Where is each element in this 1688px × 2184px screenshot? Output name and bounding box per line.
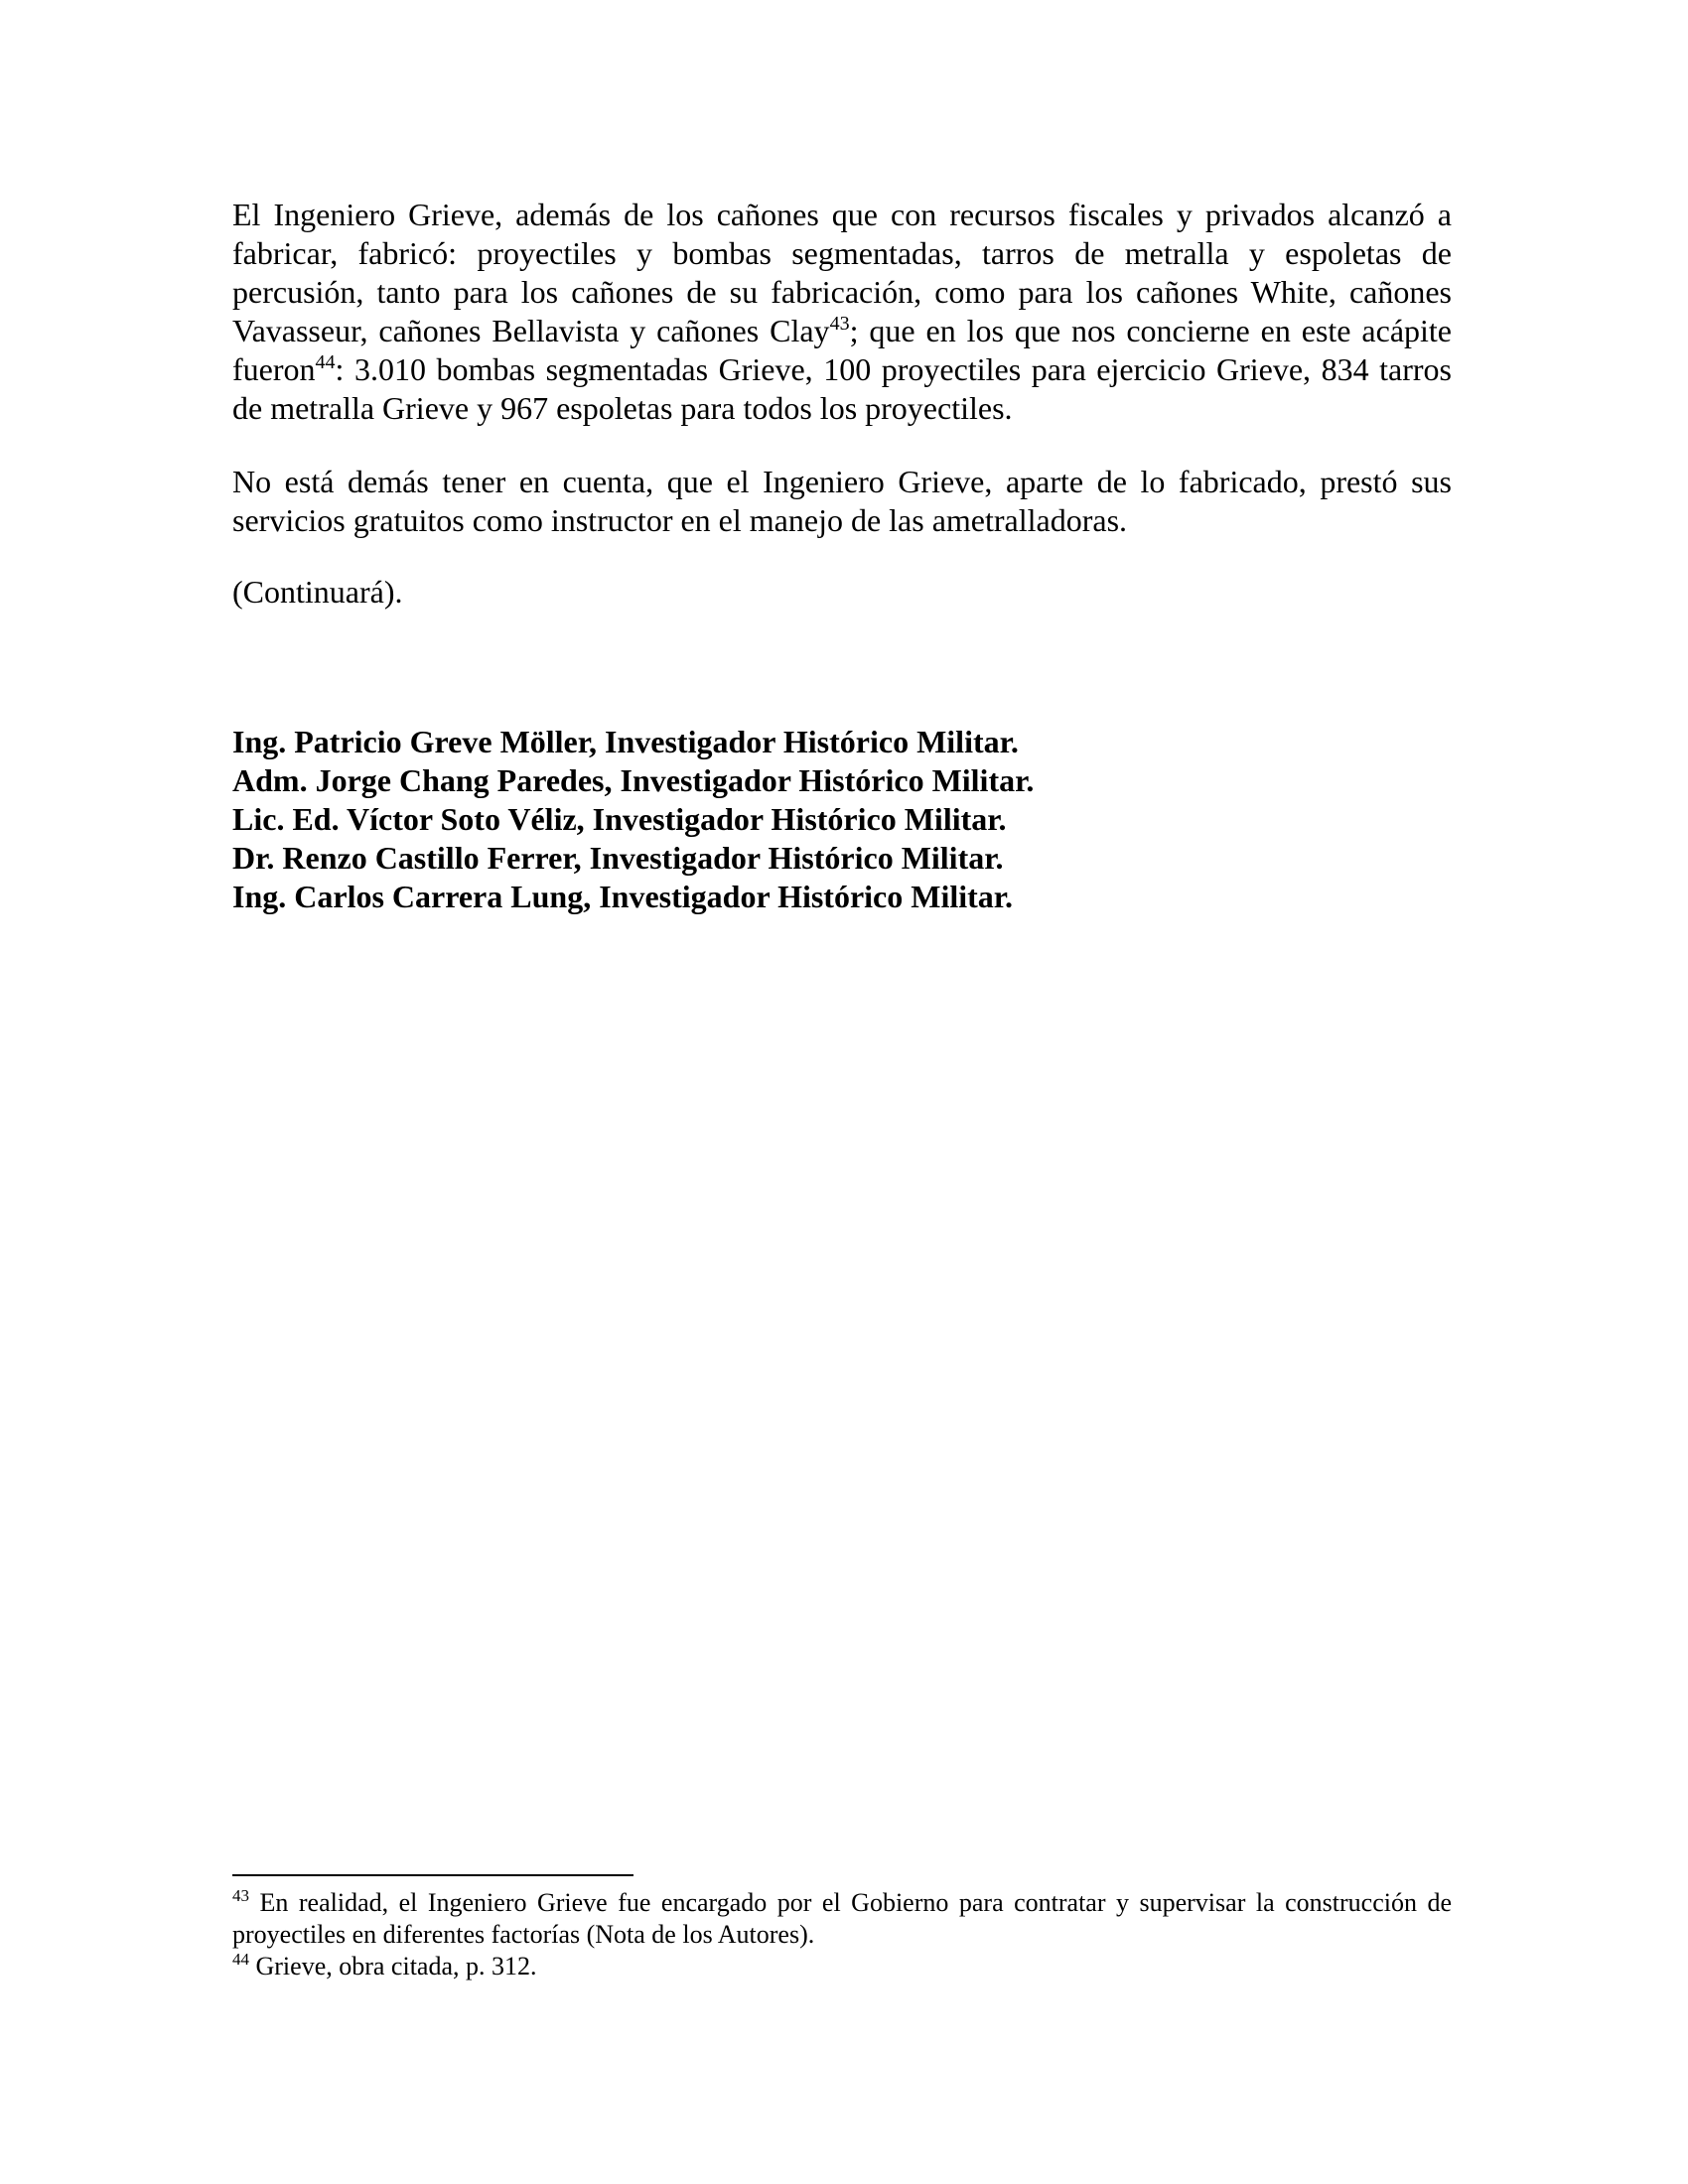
footnote-number: 43 bbox=[232, 1886, 249, 1905]
author-line: Lic. Ed. Víctor Soto Véliz, Investigador Histórico Militar. bbox=[232, 801, 1007, 837]
paragraph-continuara: (Continuará). bbox=[232, 574, 403, 610]
footnote-44 bbox=[232, 1951, 1452, 1982]
footnote-ref-43[interactable]: 43 bbox=[829, 313, 850, 335]
author-line: Dr. Renzo Castillo Ferrer, Investigador Histórico Militar. bbox=[232, 840, 1004, 876]
footnote-text: En realidad, el Ingeniero Grieve fue encargado por el Gobierno para contratar y supervisar la construcción de proyectiles en diferentes factorías (Nota de los Autores). bbox=[232, 1888, 1452, 1949]
author-line: Adm. Jorge Chang Paredes, Investigador Histórico Militar. bbox=[232, 762, 1035, 798]
paragraph-instructor: No está demás tener en cuenta, que el Ingeniero Grieve, aparte de lo fabricado, prestó sus servicios gratuitos como instructor en el manejo de las ametralladoras. bbox=[232, 464, 1452, 538]
footnote-ref-44[interactable]: 44 bbox=[315, 351, 336, 373]
paragraph-text-1b: ; que en los que nos concierne en este acápite fueron bbox=[232, 313, 1453, 387]
footnotes bbox=[232, 1887, 1452, 1982]
author-line: Ing. Carlos Carrera Lung, Investigador Histórico Militar. bbox=[232, 879, 1014, 914]
paragraph-grieve-production bbox=[232, 196, 1452, 428]
author-list bbox=[232, 723, 1452, 916]
footnote-43 bbox=[232, 1887, 1452, 1951]
footnote-text: Grieve, obra citada, p. 312. bbox=[249, 1952, 537, 1980]
author-line: Ing. Patricio Greve Möller, Investigador Histórico Militar. bbox=[232, 724, 1019, 759]
footnote-number: 44 bbox=[232, 1950, 249, 1969]
paragraph-text-1c: : 3.010 bombas segmentadas Grieve, 100 proyectiles para ejercicio Grieve, 834 tarros de metralla Grieve y 967 espoletas para todos los proyectiles. bbox=[232, 351, 1452, 426]
paragraph-text-1a: El Ingeniero Grieve, además de los cañones que con recursos fiscales y privados alcanzó a fabricar, fabricó: proyectiles y bombas segmentadas, tarros de metralla y espoletas de percusión, tanto para los cañones de su fabricación, como para los cañones White, cañones Vavasseur, cañones Bellavista y cañones Clay bbox=[232, 197, 1452, 348]
footnote-divider bbox=[232, 1874, 633, 1876]
